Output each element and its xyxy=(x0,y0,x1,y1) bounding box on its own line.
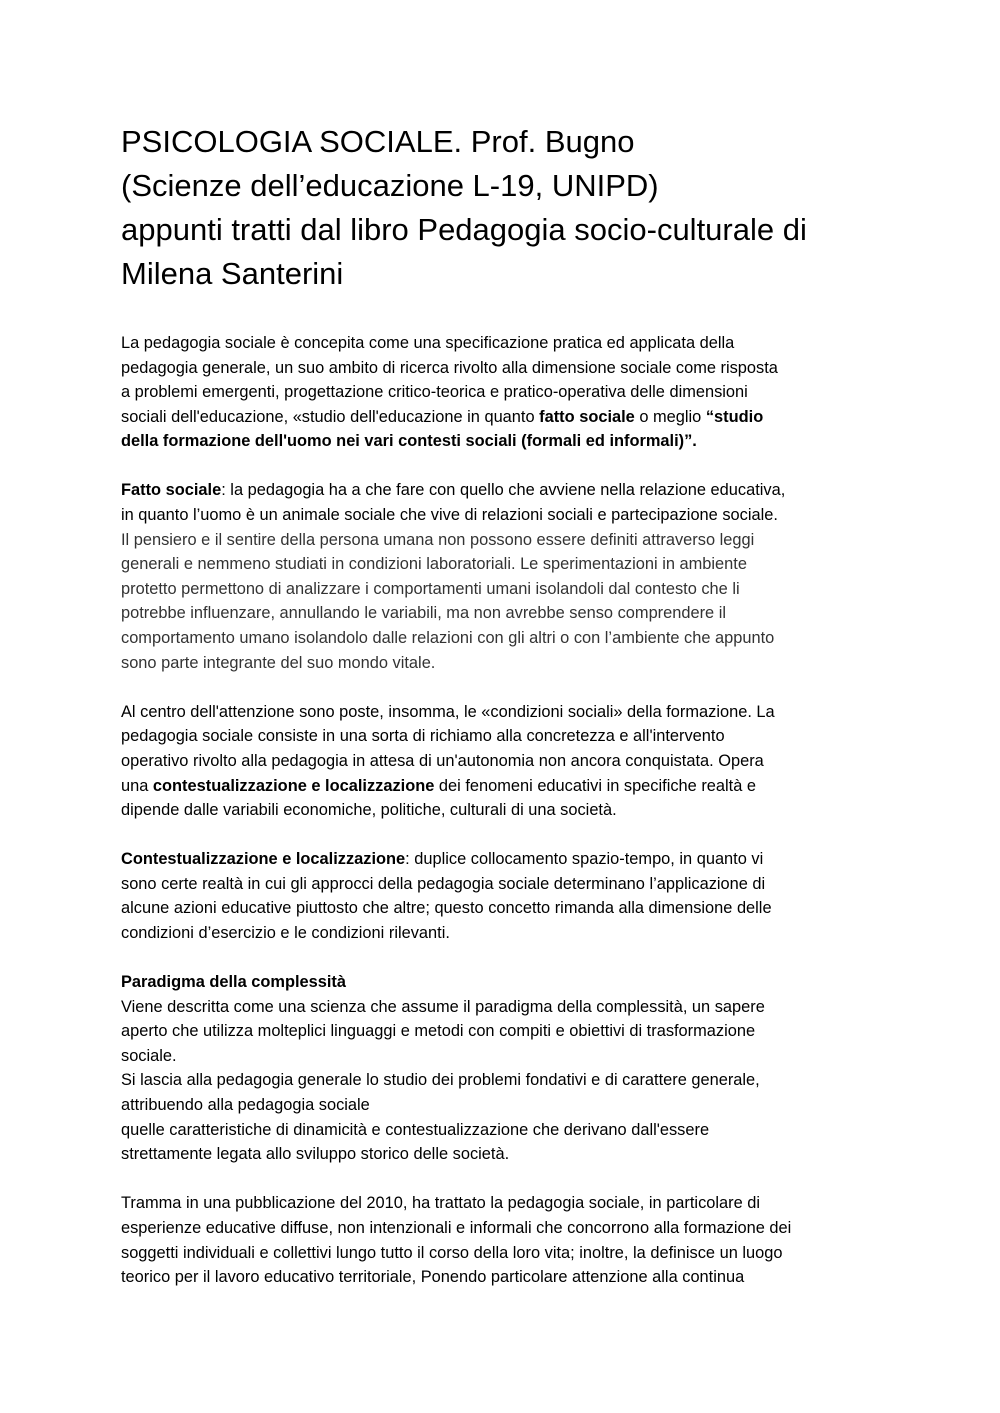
text-line: protetto permettono di analizzare i comportamenti umani isolandoli dal contesto che li xyxy=(121,579,740,598)
bold-term: Fatto sociale xyxy=(121,481,222,500)
text-line xyxy=(121,405,881,430)
text-line: dipende dalle variabili economiche, politiche, culturali di una società. xyxy=(121,801,617,820)
text-line: potrebbe influenzare, annullando le variabili, ma non avrebbe senso comprendere il xyxy=(121,604,727,623)
paragraph-tramma xyxy=(121,1191,881,1289)
paragraph-fatto-sociale xyxy=(121,478,881,675)
text-run: una xyxy=(121,776,153,795)
text-run: : duplice collocamento spazio-tempo, in quanto vi xyxy=(405,850,764,869)
text-run: dei fenomeni educativi in specifiche realtà e xyxy=(434,776,756,795)
bold-quote: “studio xyxy=(705,407,764,426)
text-line: soggetti individuali e collettivi lungo tutto il corso della loro vita; inoltre, la definisce un luogo xyxy=(121,1243,783,1262)
text-line: pedagogia sociale consiste in una sorta di richiamo alla concretezza e all'intervento xyxy=(121,727,725,746)
text-run: sociali dell'educazione, «studio dell'educazione in quanto xyxy=(121,407,540,426)
text-line: condizioni d’esercizio e le condizioni rilevanti. xyxy=(121,923,450,942)
title-line: appunti tratti dal libro Pedagogia socio-culturale di xyxy=(121,212,807,247)
text-line xyxy=(121,429,881,454)
text-line: sociale. xyxy=(121,1046,177,1065)
text-line: Si lascia alla pedagogia generale lo studio dei problemi fondativi e di carattere generale, xyxy=(121,1071,760,1090)
text-line: esperienze educative diffuse, non intenzionali e informali che concorrono alla formazione dei xyxy=(121,1218,792,1237)
title-line: (Scienze dell’educazione L-19, UNIPD) xyxy=(121,168,659,203)
text-line: comportamento umano isolandolo dalle relazioni con gli altri o con l’ambiente che appunto xyxy=(121,629,775,648)
bold-term: fatto sociale xyxy=(539,407,635,426)
text-run: o meglio xyxy=(634,407,706,426)
document-page xyxy=(121,120,881,1290)
text-line: Viene descritta come una scienza che assume il paradigma della complessità, un sapere xyxy=(121,997,765,1016)
text-line: sono certe realtà in cui gli approcci della pedagogia sociale determinano l’applicazione di xyxy=(121,874,766,893)
paragraph-condizioni-sociali xyxy=(121,700,881,823)
text-line: a problemi emergenti, progettazione critico-teorica e pratico-operativa delle dimensioni xyxy=(121,383,748,402)
text-line: generali e nemmeno studiati in condizioni laboratoriali. Le sperimentazioni in ambiente xyxy=(121,555,747,574)
text-line: in quanto l’uomo è un animale sociale che vive di relazioni sociali e partecipazione sociale. xyxy=(121,506,778,525)
title-line: PSICOLOGIA SOCIALE. Prof. Bugno xyxy=(121,124,635,159)
text-line xyxy=(121,847,881,872)
text-line: strettamente legata allo sviluppo storico delle società. xyxy=(121,1145,510,1164)
text-line: Il pensiero e il sentire della persona umana non possono essere definiti attraverso leggi xyxy=(121,530,755,549)
text-line: Tramma in una pubblicazione del 2010, ha trattato la pedagogia sociale, in particolare di xyxy=(121,1194,761,1213)
document-title xyxy=(121,120,881,296)
text-run: : la pedagogia ha a che fare con quello che avviene nella relazione educativa, xyxy=(221,481,786,500)
text-line: La pedagogia sociale è concepita come una specificazione pratica ed applicata della xyxy=(121,334,735,352)
section-heading xyxy=(121,970,881,995)
text-line: attribuendo alla pedagogia sociale xyxy=(121,1096,370,1115)
text-line: pedagogia generale, un suo ambito di ricerca rivolto alla dimensione sociale come risposta xyxy=(121,358,778,377)
text-line: alcune azioni educative piuttosto che altre; questo concetto rimanda alla dimensione delle xyxy=(121,899,772,918)
paragraph-complessita xyxy=(121,970,881,1167)
paragraph-definition xyxy=(121,331,881,454)
paragraph-contestualizzazione xyxy=(121,847,881,945)
text-line: quelle caratteristiche di dinamicità e contestualizzazione che derivano dall'essere xyxy=(121,1120,710,1139)
text-line xyxy=(121,774,881,799)
text-line: sono parte integrante del suo mondo vitale. xyxy=(121,653,436,672)
text-line: teorico per il lavoro educativo territoriale, Ponendo particolare attenzione alla continua xyxy=(121,1268,745,1287)
bold-term: Contestualizzazione e localizzazione xyxy=(121,850,406,869)
text-line: operativo rivolto alla pedagogia in attesa di un'autonomia non ancora conquistata. Opera xyxy=(121,751,764,770)
bold-term: contestualizzazione e localizzazione xyxy=(152,776,435,795)
text-line: Al centro dell'attenzione sono poste, insomma, le «condizioni sociali» della formazione. La xyxy=(121,702,775,721)
bold-quote: della formazione dell'uomo nei vari contesti sociali (formali ed informali)”. xyxy=(121,432,697,451)
text-line xyxy=(121,478,881,503)
text-line: aperto che utilizza molteplici linguaggi e metodi con compiti e obiettivi di trasformazione xyxy=(121,1022,756,1041)
title-line: Milena Santerini xyxy=(121,256,344,291)
heading-text: Paradigma della complessità xyxy=(121,973,347,992)
